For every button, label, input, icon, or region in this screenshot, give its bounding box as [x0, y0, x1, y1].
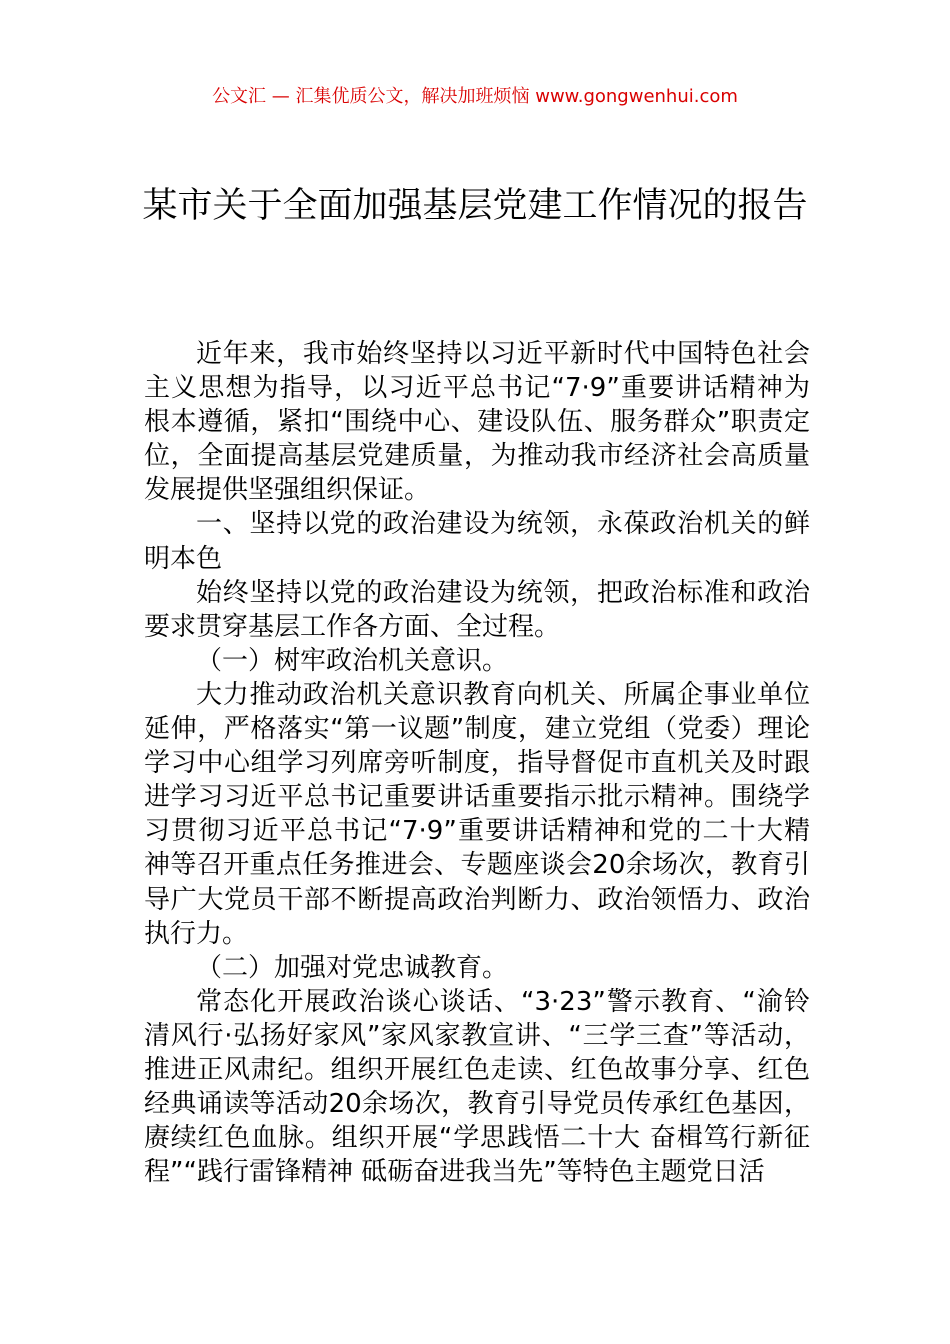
paragraph-intro: 近年来，我市始终坚持以习近平新时代中国特色社会主义思想为指导，以习近平总书记“7·9”重要讲话精神为根本遵循，紧扣“围绕中心、建设队伍、服务群众”职责定位，全面提高基层党建质量，为推动我市经济社会高质量发展提供坚强组织保证。	[144, 339, 810, 506]
section-heading-1: 一、坚持以党的政治建设为统领，永葆政治机关的鲜明本色	[144, 509, 810, 574]
paragraph-subsection-2: 常态化开展政治谈心谈话、“3·23”警示教育、“渝铃清风行·弘扬好家风”家风家教宣讲、“三学三查”等活动，推进正风肃纪。组织开展红色走读、红色故事分享、红色经典诵读等活动20余场次，教育引导党员传承红色基因，赓续红色血脉。组织开展“学思践悟二十大 奋楫笃行新征程”“践行雷锋精神 砥砺奋进我当先”等特色主题党日活	[144, 986, 810, 1188]
document-body	[144, 337, 810, 1189]
header-banner: 公文汇 — 汇集优质公文，解决加班烦恼 www.gongwenhui.com	[212, 86, 738, 107]
paragraph-section-1: 始终坚持以党的政治建设为统领，把政治标准和政治要求贯穿基层工作各方面、全过程。	[144, 577, 810, 642]
subheading-2: （二）加强对党忠诚教育。	[196, 952, 509, 983]
subheading-1: （一）树牢政治机关意识。	[196, 645, 509, 676]
document-title: 某市关于全面加强基层党建工作情况的报告	[142, 186, 808, 226]
paragraph-subsection-1: 大力推动政治机关意识教育向机关、所属企事业单位延伸，严格落实“第一议题”制度，建立党组（党委）理论学习中心组学习列席旁听制度，指导督促市直机关及时跟进学习习近平总书记重要讲话重要指示批示精神。围绕学习贯彻习近平总书记“7·9”重要讲话精神和党的二十大精神等召开重点任务推进会、专题座谈会20余场次，教育引导广大党员干部不断提高政治判断力、政治领悟力、政治执行力。	[144, 679, 810, 949]
